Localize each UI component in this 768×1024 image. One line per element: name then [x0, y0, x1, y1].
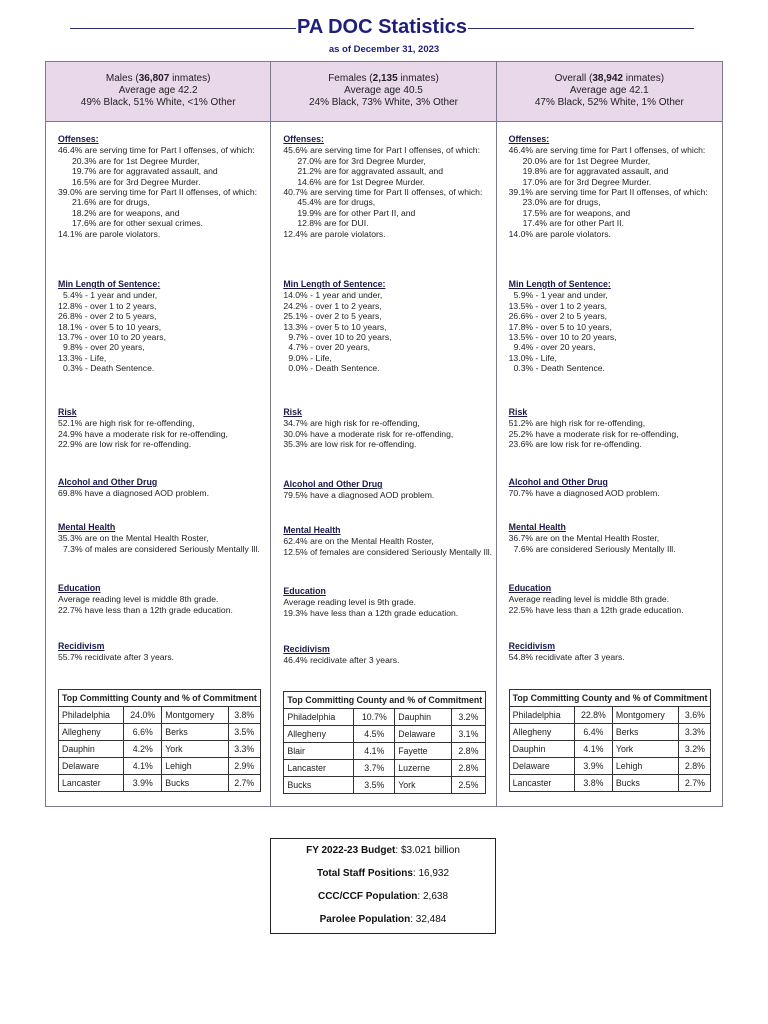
mental-heading: Mental Health — [58, 522, 116, 532]
recidivism-section — [509, 641, 716, 663]
sentence-section — [283, 279, 489, 374]
mental-heading: Mental Health — [508, 522, 566, 532]
budget-summary-box — [270, 838, 496, 934]
offenses-section — [509, 134, 716, 239]
risk-heading: Risk — [58, 407, 77, 417]
county-percent-cell: 3.9% — [124, 775, 162, 792]
aod-line: 79.5% have a diagnosed AOD problem. — [283, 490, 435, 501]
county-percent-cell: 3.1% — [451, 726, 486, 743]
table-row — [59, 724, 261, 741]
county-percent-cell: 3.9% — [574, 758, 612, 775]
aod-heading: Alcohol and Other Drug — [58, 477, 158, 487]
county-table-title: Top Committing County and % of Commitment — [284, 692, 486, 709]
sentence-line: 14.0% - 1 year and under, — [283, 290, 383, 301]
offenses-line: 20.0% are for 1st Degree Murder, — [522, 155, 651, 166]
statistics-grid — [45, 61, 723, 807]
column-header-males — [46, 62, 270, 122]
mental-line: 7.3% of males are considered Seriously Mentally Ill. — [63, 543, 260, 554]
county-percent-cell: 3.7% — [354, 760, 395, 777]
sentence-line: 0.3% - Death Sentence. — [513, 363, 605, 374]
population-line — [271, 73, 495, 85]
mental-section — [509, 522, 716, 554]
offenses-line: 20.3% are for 1st Degree Murder, — [72, 155, 200, 166]
table-row — [284, 709, 486, 726]
aod-section — [58, 477, 264, 499]
aod-heading: Alcohol and Other Drug — [283, 479, 383, 489]
county-name-cell: Allegheny — [59, 724, 124, 741]
average-age: Average age 42.2 — [118, 85, 198, 96]
mental-heading: Mental Health — [283, 525, 341, 535]
page-title: PA DOC Statistics — [296, 16, 468, 38]
population-line — [46, 73, 270, 85]
summary-value: : 2,638 — [417, 891, 449, 902]
county-percent-cell: 24.0% — [124, 707, 162, 724]
county-name-cell: Allegheny — [509, 724, 574, 741]
offenses-line: 46.4% are serving time for Part I offenses, of which: — [58, 145, 255, 156]
county-percent-cell: 3.3% — [228, 741, 260, 758]
offenses-line: 17.6% are for other sexual crimes. — [72, 218, 203, 229]
title-row — [70, 14, 694, 42]
recidivism-line: 46.4% recidivate after 3 years. — [283, 655, 400, 666]
risk-heading: Risk — [283, 407, 302, 417]
county-percent-cell: 4.1% — [354, 743, 395, 760]
mental-section — [58, 522, 264, 554]
county-name-cell: Lancaster — [284, 760, 354, 777]
population-suffix: inmates) — [622, 73, 665, 84]
table-row — [59, 741, 261, 758]
offenses-line: 21.6% are for drugs, — [72, 197, 150, 208]
county-table — [283, 691, 486, 794]
average-age: Average age 42.1 — [569, 85, 649, 96]
risk-heading: Risk — [508, 407, 528, 417]
table-row — [509, 758, 711, 775]
table-row — [509, 775, 711, 792]
offenses-section — [58, 134, 264, 239]
risk-line: 25.2% have a moderate risk for re-offending, — [508, 428, 679, 439]
table-row — [284, 760, 486, 777]
sentence-line: 25.1% - over 2 to 5 years, — [283, 311, 382, 322]
county-name-cell: Montgomery — [162, 707, 228, 724]
county-table — [58, 689, 261, 792]
county-table-header-row — [59, 690, 261, 707]
county-table-title: Top Committing County and % of Commitment — [59, 690, 261, 707]
summary-value: : 32,484 — [410, 914, 447, 925]
inmate-count: 36,807 — [138, 73, 170, 84]
county-percent-cell: 10.7% — [354, 709, 395, 726]
offenses-line: 14.1% are parole violators. — [58, 228, 161, 239]
recidivism-line: 54.8% recidivate after 3 years. — [508, 652, 625, 663]
recidivism-heading: Recidivism — [283, 644, 330, 654]
county-percent-cell: 2.5% — [451, 777, 486, 794]
column-header-overall — [497, 62, 722, 122]
education-line: Average reading level is middle 8th grade. — [58, 594, 219, 605]
column-body-males — [46, 122, 270, 806]
column-body-females — [271, 122, 495, 806]
county-name-cell: Allegheny — [284, 726, 354, 743]
county-name-cell: Delaware — [509, 758, 574, 775]
summary-label: Total Staff Positions — [316, 868, 413, 879]
population-line — [497, 73, 722, 85]
county-name-cell: Bucks — [612, 775, 678, 792]
offenses-line: 19.7% are for aggravated assault, and — [72, 166, 218, 177]
risk-line: 52.1% are high risk for re-offending, — [58, 418, 195, 429]
offenses-line: 45.4% are for drugs, — [297, 197, 376, 208]
population-suffix: inmates) — [397, 73, 439, 84]
offenses-line: 14.6% are for 1st Degree Murder. — [297, 176, 425, 187]
county-percent-cell: 4.1% — [574, 741, 612, 758]
sentence-section — [509, 279, 716, 374]
risk-line: 35.3% are low risk for re-offending. — [283, 439, 417, 450]
sentence-heading: Min Length of Sentence: — [508, 279, 611, 289]
county-name-cell: Lancaster — [59, 775, 124, 792]
sentence-heading: Min Length of Sentence: — [58, 279, 161, 289]
risk-line: 34.7% are high risk for re-offending, — [283, 418, 420, 429]
county-name-cell: Dauphin — [395, 709, 451, 726]
as-of-date: as of December 31, 2023 — [328, 44, 440, 55]
mental-line: 36.7% are on the Mental Health Roster, — [508, 533, 660, 544]
column-header-females — [271, 62, 495, 122]
education-line: 22.7% have less than a 12th grade education. — [58, 604, 233, 615]
aod-section — [509, 477, 716, 499]
sentence-line: 4.7% - over 20 years, — [288, 342, 371, 353]
sentence-line: 13.0% - Life, — [508, 352, 557, 363]
summary-label: CCC/CCF Population — [317, 891, 418, 902]
offenses-line: 27.0% are for 3rd Degree Murder, — [297, 155, 426, 166]
county-percent-cell: 2.8% — [679, 758, 711, 775]
offenses-line: 17.5% are for weapons, and — [522, 207, 631, 218]
county-percent-cell: 2.8% — [451, 743, 486, 760]
risk-line: 23.6% are low risk for re-offending. — [508, 439, 642, 450]
table-row — [284, 743, 486, 760]
county-name-cell: Philadelphia — [59, 707, 124, 724]
county-name-cell: Montgomery — [612, 707, 678, 724]
column-males — [46, 62, 271, 806]
offenses-section — [283, 134, 489, 239]
mental-line: 12.5% of females are considered Seriously Mentally Ill. — [283, 546, 493, 557]
county-percent-cell: 3.8% — [574, 775, 612, 792]
population-suffix: inmates) — [169, 73, 211, 84]
offenses-line: 40.7% are serving time for Part II offenses, of which: — [283, 187, 483, 198]
race-breakdown: 24% Black, 73% White, 3% Other — [309, 97, 458, 108]
education-line: Average reading level is 9th grade. — [283, 597, 416, 608]
county-name-cell: Dauphin — [509, 741, 574, 758]
education-section — [58, 583, 264, 615]
county-name-cell: Berks — [162, 724, 228, 741]
county-name-cell: Bucks — [162, 775, 228, 792]
mental-line: 62.4% are on the Mental Health Roster, — [283, 536, 434, 547]
summary-value: : $3.021 billion — [395, 845, 460, 856]
table-row — [509, 741, 711, 758]
offenses-line: 18.2% are for weapons, and — [72, 207, 180, 218]
summary-label: Parolee Population — [319, 914, 411, 925]
county-table — [509, 689, 712, 792]
offenses-line: 21.2% are for aggravated assault, and — [297, 166, 444, 177]
risk-line: 24.9% have a moderate risk for re-offending, — [58, 428, 228, 439]
sentence-line: 24.2% - over 1 to 2 years, — [283, 300, 382, 311]
county-name-cell: Lehigh — [612, 758, 678, 775]
offenses-heading: Offenses: — [283, 134, 324, 144]
table-row — [284, 777, 486, 794]
county-name-cell: Philadelphia — [509, 707, 574, 724]
sentence-line: 0.3% - Death Sentence. — [63, 363, 155, 374]
average-age: Average age 40.5 — [344, 85, 423, 96]
risk-line: 51.2% are high risk for re-offending, — [508, 418, 646, 429]
aod-heading: Alcohol and Other Drug — [508, 477, 608, 487]
county-percent-cell: 3.8% — [228, 707, 260, 724]
risk-section — [58, 407, 264, 450]
county-percent-cell: 4.1% — [124, 758, 162, 775]
county-table-title: Top Committing County and % of Commitment — [509, 690, 711, 707]
county-percent-cell: 3.2% — [679, 741, 711, 758]
column-overall — [497, 62, 722, 806]
population-prefix: Overall ( — [554, 73, 593, 84]
education-heading: Education — [508, 583, 552, 593]
recidivism-section — [58, 641, 264, 663]
recidivism-line: 55.7% recidivate after 3 years. — [58, 652, 175, 663]
county-name-cell: York — [612, 741, 678, 758]
county-percent-cell: 2.9% — [228, 758, 260, 775]
column-females — [271, 62, 496, 806]
mental-line: 7.6% are considered Seriously Mentally Ill. — [513, 543, 676, 554]
recidivism-heading: Recidivism — [58, 641, 105, 651]
offenses-line: 23.0% are for drugs, — [522, 197, 601, 208]
sentence-line: 9.4% - over 20 years, — [513, 342, 596, 353]
inmate-count: 38,942 — [592, 73, 623, 84]
race-breakdown: 47% Black, 52% White, 1% Other — [534, 97, 684, 108]
sentence-line: 13.5% - over 1 to 2 years, — [508, 300, 608, 311]
offenses-line: 14.0% are parole violators. — [508, 228, 611, 239]
recidivism-heading: Recidivism — [508, 641, 556, 651]
summary-row — [271, 845, 495, 856]
table-row — [509, 707, 711, 724]
mental-line: 35.3% are on the Mental Health Roster, — [58, 533, 209, 544]
county-name-cell: York — [395, 777, 451, 794]
table-row — [59, 707, 261, 724]
county-name-cell: Philadelphia — [284, 709, 354, 726]
sentence-section — [58, 279, 264, 374]
county-name-cell: Delaware — [59, 758, 124, 775]
table-row — [59, 758, 261, 775]
offenses-line: 19.8% are for aggravated assault, and — [522, 166, 669, 177]
summary-label: FY 2022-23 Budget — [306, 845, 396, 856]
offenses-line: 17.0% are for 3rd Degree Murder. — [522, 176, 652, 187]
county-percent-cell: 2.7% — [228, 775, 260, 792]
sentence-line: 9.0% - Life, — [288, 352, 332, 363]
risk-section — [283, 407, 489, 450]
county-percent-cell: 3.3% — [679, 724, 711, 741]
population-prefix: Males ( — [105, 73, 139, 84]
aod-line: 70.7% have a diagnosed AOD problem. — [508, 488, 660, 499]
summary-row — [271, 914, 495, 925]
offenses-line: 39.1% are serving time for Part II offenses, of which: — [508, 187, 708, 198]
aod-section — [283, 479, 489, 501]
offenses-line: 39.0% are serving time for Part II offenses, of which: — [58, 187, 258, 198]
aod-line: 69.8% have a diagnosed AOD problem. — [58, 488, 209, 499]
county-table-header-row — [509, 690, 711, 707]
county-percent-cell: 3.5% — [354, 777, 395, 794]
recidivism-section — [283, 644, 489, 666]
sentence-line: 17.8% - over 5 to 10 years, — [508, 321, 612, 332]
title-rule-right — [468, 28, 694, 29]
offenses-heading: Offenses: — [508, 134, 550, 144]
education-section — [509, 583, 716, 615]
county-percent-cell: 3.5% — [228, 724, 260, 741]
sentence-line: 26.6% - over 2 to 5 years, — [508, 311, 608, 322]
county-table-header-row — [284, 692, 486, 709]
county-percent-cell: 2.8% — [451, 760, 486, 777]
county-name-cell: Berks — [612, 724, 678, 741]
offenses-line: 17.4% are for other Part II. — [522, 218, 624, 229]
county-name-cell: Luzerne — [395, 760, 451, 777]
summary-row — [271, 868, 495, 879]
county-percent-cell: 6.6% — [124, 724, 162, 741]
offenses-line: 45.6% are serving time for Part I offenses, of which: — [283, 145, 480, 156]
county-name-cell: York — [162, 741, 228, 758]
county-name-cell: Dauphin — [59, 741, 124, 758]
offenses-line: 46.4% are serving time for Part I offenses, of which: — [508, 145, 706, 156]
table-row — [59, 775, 261, 792]
education-line: Average reading level is middle 8th grade. — [508, 594, 670, 605]
sentence-line: 13.7% - over 10 to 20 years, — [58, 332, 166, 343]
risk-section — [509, 407, 716, 450]
sentence-line: 5.9% - 1 year and under, — [513, 290, 608, 301]
summary-value: : 16,932 — [412, 868, 450, 879]
table-row — [284, 726, 486, 743]
sentence-line: 9.8% - over 20 years, — [63, 342, 145, 353]
county-name-cell: Fayette — [395, 743, 451, 760]
offenses-line: 12.8% are for DUI. — [297, 218, 369, 229]
offenses-line: 19.9% are for other Part II, and — [297, 207, 416, 218]
population-prefix: Females ( — [328, 73, 373, 84]
race-breakdown: 49% Black, 51% White, <1% Other — [80, 97, 236, 108]
sentence-heading: Min Length of Sentence: — [283, 279, 386, 289]
sentence-line: 0.0% - Death Sentence. — [288, 363, 380, 374]
sentence-line: 12.8% - over 1 to 2 years, — [58, 300, 157, 311]
risk-line: 22.9% are low risk for re-offending. — [58, 439, 192, 450]
county-name-cell: Delaware — [395, 726, 451, 743]
county-percent-cell: 4.5% — [354, 726, 395, 743]
inmate-count: 2,135 — [372, 73, 398, 84]
education-heading: Education — [283, 586, 326, 596]
table-row — [509, 724, 711, 741]
education-heading: Education — [58, 583, 101, 593]
risk-line: 30.0% have a moderate risk for re-offending, — [283, 428, 454, 439]
sentence-line: 9.7% - over 10 to 20 years, — [288, 332, 392, 343]
sentence-line: 18.1% - over 5 to 10 years, — [58, 321, 162, 332]
mental-section — [283, 525, 493, 557]
offenses-line: 12.4% are parole violators. — [283, 228, 386, 239]
education-section — [283, 586, 489, 618]
county-percent-cell: 2.7% — [679, 775, 711, 792]
education-line: 22.5% have less than a 12th grade education. — [508, 604, 684, 615]
county-percent-cell: 22.8% — [574, 707, 612, 724]
education-line: 19.3% have less than a 12th grade education. — [283, 607, 459, 618]
sentence-line: 13.5% - over 10 to 20 years, — [508, 332, 617, 343]
county-percent-cell: 3.2% — [451, 709, 486, 726]
county-name-cell: Lancaster — [509, 775, 574, 792]
county-percent-cell: 3.6% — [679, 707, 711, 724]
sentence-line: 26.8% - over 2 to 5 years, — [58, 311, 157, 322]
sentence-line: 13.3% - over 5 to 10 years, — [283, 321, 387, 332]
sentence-line: 13.3% - Life, — [58, 352, 107, 363]
county-percent-cell: 6.4% — [574, 724, 612, 741]
sentence-line: 5.4% - 1 year and under, — [63, 290, 158, 301]
county-percent-cell: 4.2% — [124, 741, 162, 758]
county-name-cell: Bucks — [284, 777, 354, 794]
column-body-overall — [497, 122, 722, 806]
county-name-cell: Lehigh — [162, 758, 228, 775]
offenses-heading: Offenses: — [58, 134, 99, 144]
summary-row — [271, 891, 495, 902]
county-name-cell: Blair — [284, 743, 354, 760]
offenses-line: 16.5% are for 3rd Degree Murder. — [72, 176, 201, 187]
